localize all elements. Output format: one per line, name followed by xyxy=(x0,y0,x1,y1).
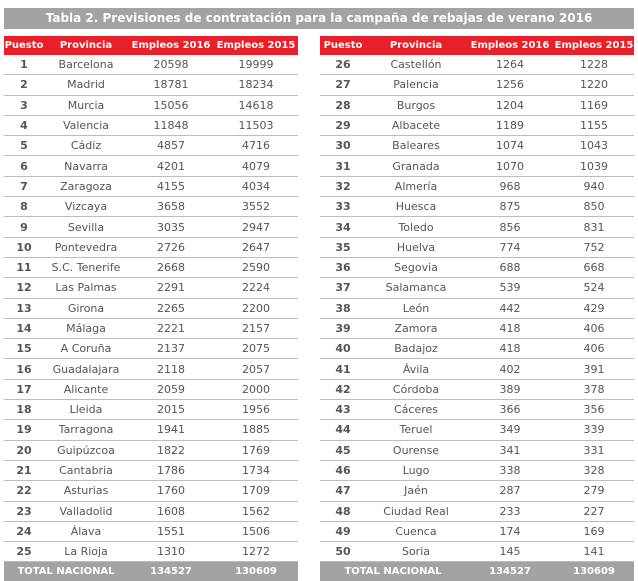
cell-puesto: 25 xyxy=(4,542,44,562)
cell-provincia: Vizcaya xyxy=(44,197,128,217)
cell-empleos-2016: 856 xyxy=(466,217,554,237)
cell-empleos-2016: 1786 xyxy=(128,460,214,480)
cell-empleos-2015: 850 xyxy=(554,197,634,217)
cell-puesto: 17 xyxy=(4,379,44,399)
cell-empleos-2015: 331 xyxy=(554,440,634,460)
cell-empleos-2015: 940 xyxy=(554,176,634,196)
table-row xyxy=(320,136,634,156)
cell-empleos-2016: 2265 xyxy=(128,298,214,318)
cell-provincia: Ciudad Real xyxy=(366,501,466,521)
table-row xyxy=(4,75,298,95)
table-row xyxy=(4,318,298,338)
cell-empleos-2015: 1220 xyxy=(554,75,634,95)
cell-empleos-2016: 349 xyxy=(466,420,554,440)
cell-empleos-2015: 1734 xyxy=(214,460,298,480)
cell-puesto: 16 xyxy=(4,359,44,379)
table-row xyxy=(4,440,298,460)
table-row xyxy=(4,197,298,217)
cell-empleos-2015: 279 xyxy=(554,481,634,501)
cell-provincia: Guadalajara xyxy=(44,359,128,379)
cell-empleos-2016: 539 xyxy=(466,278,554,298)
cell-empleos-2015: 1562 xyxy=(214,501,298,521)
cell-empleos-2015: 3552 xyxy=(214,197,298,217)
cell-empleos-2015: 1169 xyxy=(554,95,634,115)
right-table-body xyxy=(320,55,634,562)
cell-empleos-2015: 1506 xyxy=(214,521,298,541)
table-row xyxy=(320,420,634,440)
cell-empleos-2015: 2000 xyxy=(214,379,298,399)
cell-puesto: 46 xyxy=(320,460,366,480)
cell-empleos-2015: 429 xyxy=(554,298,634,318)
cell-puesto: 43 xyxy=(320,400,366,420)
cell-provincia: Pontevedra xyxy=(44,237,128,257)
cell-empleos-2016: 1256 xyxy=(466,75,554,95)
cell-empleos-2016: 389 xyxy=(466,379,554,399)
cell-empleos-2015: 1709 xyxy=(214,481,298,501)
cell-provincia: Zamora xyxy=(366,318,466,338)
total-2015: 130609 xyxy=(554,562,634,581)
cell-empleos-2015: 2224 xyxy=(214,278,298,298)
header-empleos-2015: Empleos 2015 xyxy=(214,36,298,55)
table-row xyxy=(4,136,298,156)
cell-puesto: 39 xyxy=(320,318,366,338)
cell-puesto: 7 xyxy=(4,176,44,196)
table-row xyxy=(320,217,634,237)
table-row xyxy=(4,379,298,399)
table-row xyxy=(320,176,634,196)
cell-puesto: 10 xyxy=(4,237,44,257)
cell-puesto: 1 xyxy=(4,55,44,75)
cell-empleos-2016: 418 xyxy=(466,339,554,359)
table-row xyxy=(320,75,634,95)
cell-empleos-2015: 2057 xyxy=(214,359,298,379)
cell-puesto: 22 xyxy=(4,481,44,501)
cell-empleos-2016: 1204 xyxy=(466,95,554,115)
ranking-table-right xyxy=(320,36,634,581)
cell-empleos-2015: 524 xyxy=(554,278,634,298)
cell-empleos-2015: 14618 xyxy=(214,95,298,115)
total-row xyxy=(4,562,298,581)
cell-puesto: 5 xyxy=(4,136,44,156)
cell-empleos-2016: 2668 xyxy=(128,257,214,277)
cell-empleos-2015: 1956 xyxy=(214,400,298,420)
cell-empleos-2016: 341 xyxy=(466,440,554,460)
cell-puesto: 15 xyxy=(4,339,44,359)
cell-provincia: Huesca xyxy=(366,197,466,217)
cell-provincia: Guipúzcoa xyxy=(44,440,128,460)
cell-provincia: Tarragona xyxy=(44,420,128,440)
cell-empleos-2015: 4079 xyxy=(214,156,298,176)
cell-puesto: 23 xyxy=(4,501,44,521)
cell-empleos-2016: 3035 xyxy=(128,217,214,237)
cell-empleos-2016: 418 xyxy=(466,318,554,338)
left-table-body xyxy=(4,55,298,562)
table-row xyxy=(4,339,298,359)
cell-empleos-2015: 1272 xyxy=(214,542,298,562)
cell-empleos-2016: 1608 xyxy=(128,501,214,521)
cell-puesto: 50 xyxy=(320,542,366,562)
table-row xyxy=(4,521,298,541)
table-row xyxy=(320,156,634,176)
cell-puesto: 48 xyxy=(320,501,366,521)
cell-provincia: Lugo xyxy=(366,460,466,480)
table-row xyxy=(320,400,634,420)
cell-empleos-2016: 2221 xyxy=(128,318,214,338)
table-row xyxy=(320,115,634,135)
cell-empleos-2016: 1941 xyxy=(128,420,214,440)
cell-provincia: Álava xyxy=(44,521,128,541)
cell-puesto: 6 xyxy=(4,156,44,176)
cell-empleos-2015: 1228 xyxy=(554,55,634,75)
cell-empleos-2015: 668 xyxy=(554,257,634,277)
table-row xyxy=(320,542,634,562)
cell-empleos-2016: 2118 xyxy=(128,359,214,379)
cell-provincia: Castellón xyxy=(366,55,466,75)
cell-puesto: 41 xyxy=(320,359,366,379)
table-row xyxy=(320,521,634,541)
cell-empleos-2015: 2200 xyxy=(214,298,298,318)
cell-empleos-2016: 145 xyxy=(466,542,554,562)
cell-puesto: 32 xyxy=(320,176,366,196)
cell-puesto: 47 xyxy=(320,481,366,501)
cell-puesto: 37 xyxy=(320,278,366,298)
cell-puesto: 35 xyxy=(320,237,366,257)
table-row xyxy=(4,217,298,237)
table-row xyxy=(320,257,634,277)
cell-puesto: 40 xyxy=(320,339,366,359)
cell-empleos-2015: 356 xyxy=(554,400,634,420)
cell-empleos-2016: 688 xyxy=(466,257,554,277)
cell-empleos-2016: 1189 xyxy=(466,115,554,135)
cell-puesto: 20 xyxy=(4,440,44,460)
table-row xyxy=(4,501,298,521)
cell-puesto: 14 xyxy=(4,318,44,338)
cell-puesto: 49 xyxy=(320,521,366,541)
cell-empleos-2015: 752 xyxy=(554,237,634,257)
cell-puesto: 18 xyxy=(4,400,44,420)
cell-empleos-2015: 339 xyxy=(554,420,634,440)
cell-empleos-2016: 233 xyxy=(466,501,554,521)
cell-empleos-2016: 1551 xyxy=(128,521,214,541)
cell-puesto: 27 xyxy=(320,75,366,95)
cell-provincia: Cáceres xyxy=(366,400,466,420)
cell-provincia: S.C. Tenerife xyxy=(44,257,128,277)
cell-puesto: 42 xyxy=(320,379,366,399)
table-row xyxy=(4,156,298,176)
cell-empleos-2015: 1043 xyxy=(554,136,634,156)
total-row xyxy=(320,562,634,581)
header-row xyxy=(320,36,634,55)
cell-empleos-2016: 18781 xyxy=(128,75,214,95)
table-row xyxy=(4,359,298,379)
cell-provincia: Valladolid xyxy=(44,501,128,521)
cell-empleos-2015: 11503 xyxy=(214,115,298,135)
cell-empleos-2016: 287 xyxy=(466,481,554,501)
cell-provincia: Málaga xyxy=(44,318,128,338)
cell-empleos-2016: 1760 xyxy=(128,481,214,501)
cell-puesto: 28 xyxy=(320,95,366,115)
cell-empleos-2015: 227 xyxy=(554,501,634,521)
cell-empleos-2015: 2947 xyxy=(214,217,298,237)
table-row xyxy=(4,298,298,318)
table-row xyxy=(4,55,298,75)
cell-empleos-2015: 406 xyxy=(554,318,634,338)
cell-empleos-2016: 2291 xyxy=(128,278,214,298)
table-row xyxy=(320,278,634,298)
cell-empleos-2016: 1310 xyxy=(128,542,214,562)
cell-provincia: Granada xyxy=(366,156,466,176)
table-row xyxy=(320,359,634,379)
header-puesto: Puesto xyxy=(4,36,44,55)
cell-provincia: Jaén xyxy=(366,481,466,501)
cell-empleos-2015: 391 xyxy=(554,359,634,379)
cell-empleos-2016: 11848 xyxy=(128,115,214,135)
header-empleos-2016: Empleos 2016 xyxy=(128,36,214,55)
cell-puesto: 4 xyxy=(4,115,44,135)
cell-empleos-2016: 2059 xyxy=(128,379,214,399)
cell-puesto: 9 xyxy=(4,217,44,237)
cell-empleos-2015: 141 xyxy=(554,542,634,562)
table-row xyxy=(4,257,298,277)
total-2016: 134527 xyxy=(466,562,554,581)
cell-empleos-2015: 1155 xyxy=(554,115,634,135)
cell-puesto: 31 xyxy=(320,156,366,176)
cell-empleos-2015: 406 xyxy=(554,339,634,359)
cell-empleos-2016: 338 xyxy=(466,460,554,480)
cell-empleos-2015: 1885 xyxy=(214,420,298,440)
table-row xyxy=(320,481,634,501)
header-empleos-2016: Empleos 2016 xyxy=(466,36,554,55)
table-row xyxy=(320,501,634,521)
cell-empleos-2016: 2015 xyxy=(128,400,214,420)
cell-empleos-2016: 402 xyxy=(466,359,554,379)
cell-puesto: 11 xyxy=(4,257,44,277)
header-row xyxy=(4,36,298,55)
cell-provincia: Cuenca xyxy=(366,521,466,541)
cell-empleos-2016: 774 xyxy=(466,237,554,257)
total-2015: 130609 xyxy=(214,562,298,581)
cell-puesto: 29 xyxy=(320,115,366,135)
cell-provincia: Huelva xyxy=(366,237,466,257)
cell-provincia: Burgos xyxy=(366,95,466,115)
cell-empleos-2015: 4716 xyxy=(214,136,298,156)
cell-empleos-2016: 4155 xyxy=(128,176,214,196)
cell-empleos-2016: 442 xyxy=(466,298,554,318)
table-row xyxy=(320,55,634,75)
table-row xyxy=(320,339,634,359)
cell-puesto: 13 xyxy=(4,298,44,318)
cell-empleos-2016: 3658 xyxy=(128,197,214,217)
cell-empleos-2016: 875 xyxy=(466,197,554,217)
cell-puesto: 44 xyxy=(320,420,366,440)
cell-provincia: Teruel xyxy=(366,420,466,440)
cell-provincia: A Coruña xyxy=(44,339,128,359)
cell-provincia: La Rioja xyxy=(44,542,128,562)
total-label: TOTAL NACIONAL xyxy=(320,562,466,581)
cell-empleos-2015: 18234 xyxy=(214,75,298,95)
cell-provincia: Zaragoza xyxy=(44,176,128,196)
cell-empleos-2015: 169 xyxy=(554,521,634,541)
table-row xyxy=(4,420,298,440)
table-row xyxy=(320,318,634,338)
table-row xyxy=(4,278,298,298)
table-row xyxy=(320,95,634,115)
cell-provincia: Alicante xyxy=(44,379,128,399)
cell-provincia: Lleida xyxy=(44,400,128,420)
cell-empleos-2015: 831 xyxy=(554,217,634,237)
table-row xyxy=(4,176,298,196)
cell-provincia: Cantabria xyxy=(44,460,128,480)
cell-empleos-2015: 4034 xyxy=(214,176,298,196)
cell-empleos-2015: 2647 xyxy=(214,237,298,257)
cell-puesto: 21 xyxy=(4,460,44,480)
table-row xyxy=(320,197,634,217)
total-2016: 134527 xyxy=(128,562,214,581)
header-provincia: Provincia xyxy=(44,36,128,55)
ranking-table-left xyxy=(4,36,298,581)
cell-puesto: 26 xyxy=(320,55,366,75)
total-label: TOTAL NACIONAL xyxy=(4,562,128,581)
cell-puesto: 19 xyxy=(4,420,44,440)
table-row xyxy=(320,379,634,399)
cell-provincia: Ávila xyxy=(366,359,466,379)
cell-provincia: Almería xyxy=(366,176,466,196)
cell-provincia: Sevilla xyxy=(44,217,128,237)
table-row xyxy=(320,298,634,318)
cell-puesto: 38 xyxy=(320,298,366,318)
cell-empleos-2015: 2157 xyxy=(214,318,298,338)
cell-puesto: 3 xyxy=(4,95,44,115)
cell-empleos-2015: 2590 xyxy=(214,257,298,277)
table-row xyxy=(4,460,298,480)
cell-provincia: Cádiz xyxy=(44,136,128,156)
cell-empleos-2015: 2075 xyxy=(214,339,298,359)
cell-empleos-2015: 19999 xyxy=(214,55,298,75)
cell-empleos-2016: 20598 xyxy=(128,55,214,75)
cell-empleos-2015: 378 xyxy=(554,379,634,399)
cell-provincia: Albacete xyxy=(366,115,466,135)
cell-empleos-2015: 1039 xyxy=(554,156,634,176)
cell-provincia: Palencia xyxy=(366,75,466,95)
table-row xyxy=(4,95,298,115)
cell-empleos-2015: 1769 xyxy=(214,440,298,460)
cell-provincia: Las Palmas xyxy=(44,278,128,298)
cell-provincia: Salamanca xyxy=(366,278,466,298)
table-row xyxy=(4,400,298,420)
cell-provincia: Navarra xyxy=(44,156,128,176)
cell-puesto: 45 xyxy=(320,440,366,460)
cell-empleos-2016: 15056 xyxy=(128,95,214,115)
table-row xyxy=(4,237,298,257)
cell-provincia: Segovia xyxy=(366,257,466,277)
cell-empleos-2016: 1074 xyxy=(466,136,554,156)
cell-empleos-2016: 1822 xyxy=(128,440,214,460)
cell-empleos-2016: 174 xyxy=(466,521,554,541)
cell-empleos-2016: 366 xyxy=(466,400,554,420)
table-row xyxy=(320,460,634,480)
cell-provincia: Valencia xyxy=(44,115,128,135)
cell-puesto: 24 xyxy=(4,521,44,541)
table-row xyxy=(320,237,634,257)
cell-puesto: 33 xyxy=(320,197,366,217)
table-title: Tabla 2. Previsiones de contratación para la campaña de rebajas de verano 2016 xyxy=(4,8,634,29)
cell-empleos-2016: 4857 xyxy=(128,136,214,156)
cell-puesto: 36 xyxy=(320,257,366,277)
table-row xyxy=(4,115,298,135)
cell-empleos-2016: 4201 xyxy=(128,156,214,176)
cell-puesto: 34 xyxy=(320,217,366,237)
cell-empleos-2016: 1070 xyxy=(466,156,554,176)
cell-puesto: 8 xyxy=(4,197,44,217)
cell-provincia: Soria xyxy=(366,542,466,562)
cell-provincia: Baleares xyxy=(366,136,466,156)
cell-provincia: Madrid xyxy=(44,75,128,95)
cell-provincia: Badajoz xyxy=(366,339,466,359)
cell-provincia: Ourense xyxy=(366,440,466,460)
cell-empleos-2016: 2137 xyxy=(128,339,214,359)
cell-puesto: 30 xyxy=(320,136,366,156)
table-row xyxy=(4,481,298,501)
cell-puesto: 12 xyxy=(4,278,44,298)
table-row xyxy=(320,440,634,460)
cell-provincia: León xyxy=(366,298,466,318)
cell-puesto: 2 xyxy=(4,75,44,95)
cell-provincia: Girona xyxy=(44,298,128,318)
cell-empleos-2016: 968 xyxy=(466,176,554,196)
cell-provincia: Murcia xyxy=(44,95,128,115)
cell-provincia: Asturias xyxy=(44,481,128,501)
cell-provincia: Barcelona xyxy=(44,55,128,75)
cell-provincia: Córdoba xyxy=(366,379,466,399)
header-provincia: Provincia xyxy=(366,36,466,55)
cell-empleos-2016: 1264 xyxy=(466,55,554,75)
cell-empleos-2016: 2726 xyxy=(128,237,214,257)
table-row xyxy=(4,542,298,562)
cell-provincia: Toledo xyxy=(366,217,466,237)
header-puesto: Puesto xyxy=(320,36,366,55)
header-empleos-2015: Empleos 2015 xyxy=(554,36,634,55)
cell-empleos-2015: 328 xyxy=(554,460,634,480)
